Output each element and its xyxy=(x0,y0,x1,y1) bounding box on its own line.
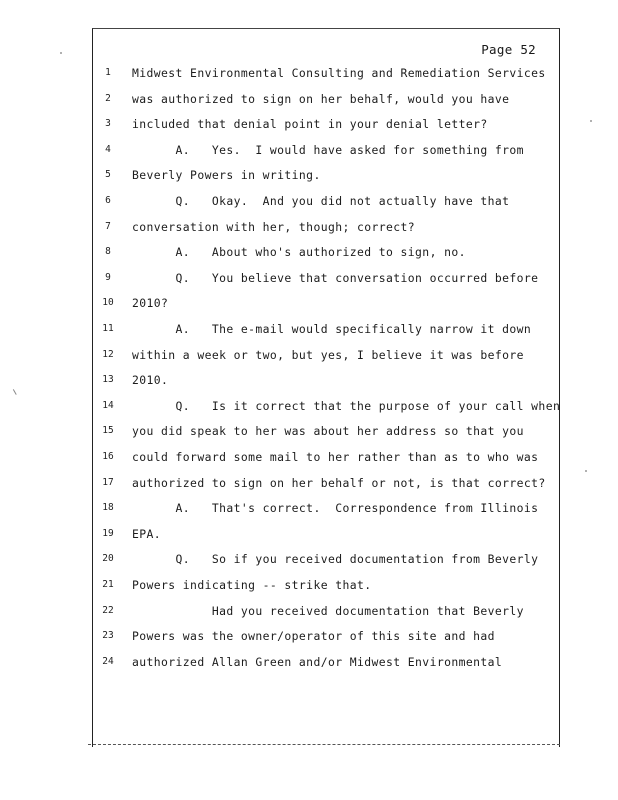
line-text: included that denial point in your denial letter? xyxy=(132,117,488,132)
transcript-line xyxy=(0,501,618,521)
line-text: within a week or two, but yes, I believe it was before xyxy=(132,347,524,362)
page-number: Page 52 xyxy=(481,42,536,57)
line-number: 7 xyxy=(105,220,111,232)
line-number: 13 xyxy=(102,374,114,386)
line-number: 10 xyxy=(102,297,114,309)
transcript-line xyxy=(0,578,618,598)
transcript-line xyxy=(0,92,618,112)
transcript-line xyxy=(0,527,618,547)
page-bottom-rule xyxy=(88,744,560,745)
line-number: 1 xyxy=(105,67,111,78)
transcript-line xyxy=(0,66,618,86)
line-number: 20 xyxy=(102,553,114,565)
line-number: 3 xyxy=(105,118,111,130)
line-text: A. The e-mail would specifically narrow it down xyxy=(132,322,532,336)
line-text: EPA. xyxy=(132,526,162,541)
transcript-line xyxy=(0,552,618,572)
line-text: authorized to sign on her behalf or not, is that correct? xyxy=(132,475,546,490)
line-number: 19 xyxy=(102,527,114,539)
line-text: Q. Is it correct that the purpose of your call when xyxy=(132,398,561,413)
line-number: 22 xyxy=(102,604,114,616)
line-text: Midwest Environmental Consulting and Remediation Services xyxy=(132,66,546,80)
line-number: 17 xyxy=(102,476,114,488)
transcript-line xyxy=(0,373,618,393)
line-text: could forward some mail to her rather than as to who was xyxy=(132,450,539,464)
line-number: 2 xyxy=(105,92,111,104)
scan-speck xyxy=(60,52,62,54)
line-number: 14 xyxy=(102,399,114,411)
line-number: 23 xyxy=(102,630,114,642)
line-text: Beverly Powers in writing. xyxy=(132,168,321,183)
line-text: Powers was the owner/operator of this site and had xyxy=(132,629,495,644)
line-text: Q. You believe that conversation occurred before xyxy=(132,270,539,285)
transcript-line xyxy=(0,220,618,240)
transcript-line xyxy=(0,322,618,342)
transcript-line xyxy=(0,168,618,188)
line-text: conversation with her, though; correct? xyxy=(132,219,416,234)
transcript-line xyxy=(0,604,618,624)
line-number: 15 xyxy=(102,425,114,437)
transcript-line xyxy=(0,476,618,496)
line-text: Powers indicating -- strike that. xyxy=(132,578,372,592)
scan-speck xyxy=(590,120,592,122)
transcript-line xyxy=(0,117,618,137)
transcript-line xyxy=(0,143,618,163)
line-text: 2010? xyxy=(132,296,169,311)
line-text: you did speak to her was about her address so that you xyxy=(132,424,524,439)
transcript-line xyxy=(0,194,618,214)
line-number: 5 xyxy=(105,169,111,181)
transcript-line xyxy=(0,399,618,419)
line-number: 16 xyxy=(102,451,114,462)
line-text: Had you received documentation that Beverly xyxy=(132,603,524,618)
line-text: A. Yes. I would have asked for something from xyxy=(132,142,524,157)
line-number: 18 xyxy=(102,502,114,514)
scan-speck xyxy=(585,470,587,472)
line-number: 21 xyxy=(102,579,114,590)
line-number: 8 xyxy=(105,246,111,258)
line-text: Q. So if you received documentation from Beverly xyxy=(132,552,539,567)
transcript-line xyxy=(0,348,618,368)
transcript-line xyxy=(0,296,618,316)
line-number: 4 xyxy=(105,143,111,155)
line-number: 11 xyxy=(102,323,114,334)
line-number: 6 xyxy=(105,195,111,206)
transcript-line xyxy=(0,655,618,675)
line-number: 9 xyxy=(105,271,111,283)
transcript-line xyxy=(0,450,618,470)
transcript-line xyxy=(0,629,618,649)
line-number: 24 xyxy=(102,655,114,667)
line-text: 2010. xyxy=(132,373,169,388)
line-number: 12 xyxy=(102,348,114,360)
line-text: A. About who's authorized to sign, no. xyxy=(132,245,466,260)
line-text: authorized Allan Green and/or Midwest Environmental xyxy=(132,654,503,669)
line-text: A. That's correct. Correspondence from Illinois xyxy=(132,501,539,516)
line-text: was authorized to sign on her behalf, would you have xyxy=(132,91,510,106)
line-text: Q. Okay. And you did not actually have that xyxy=(132,194,510,208)
transcript-line xyxy=(0,424,618,444)
transcript-line xyxy=(0,245,618,265)
transcript-line xyxy=(0,271,618,291)
